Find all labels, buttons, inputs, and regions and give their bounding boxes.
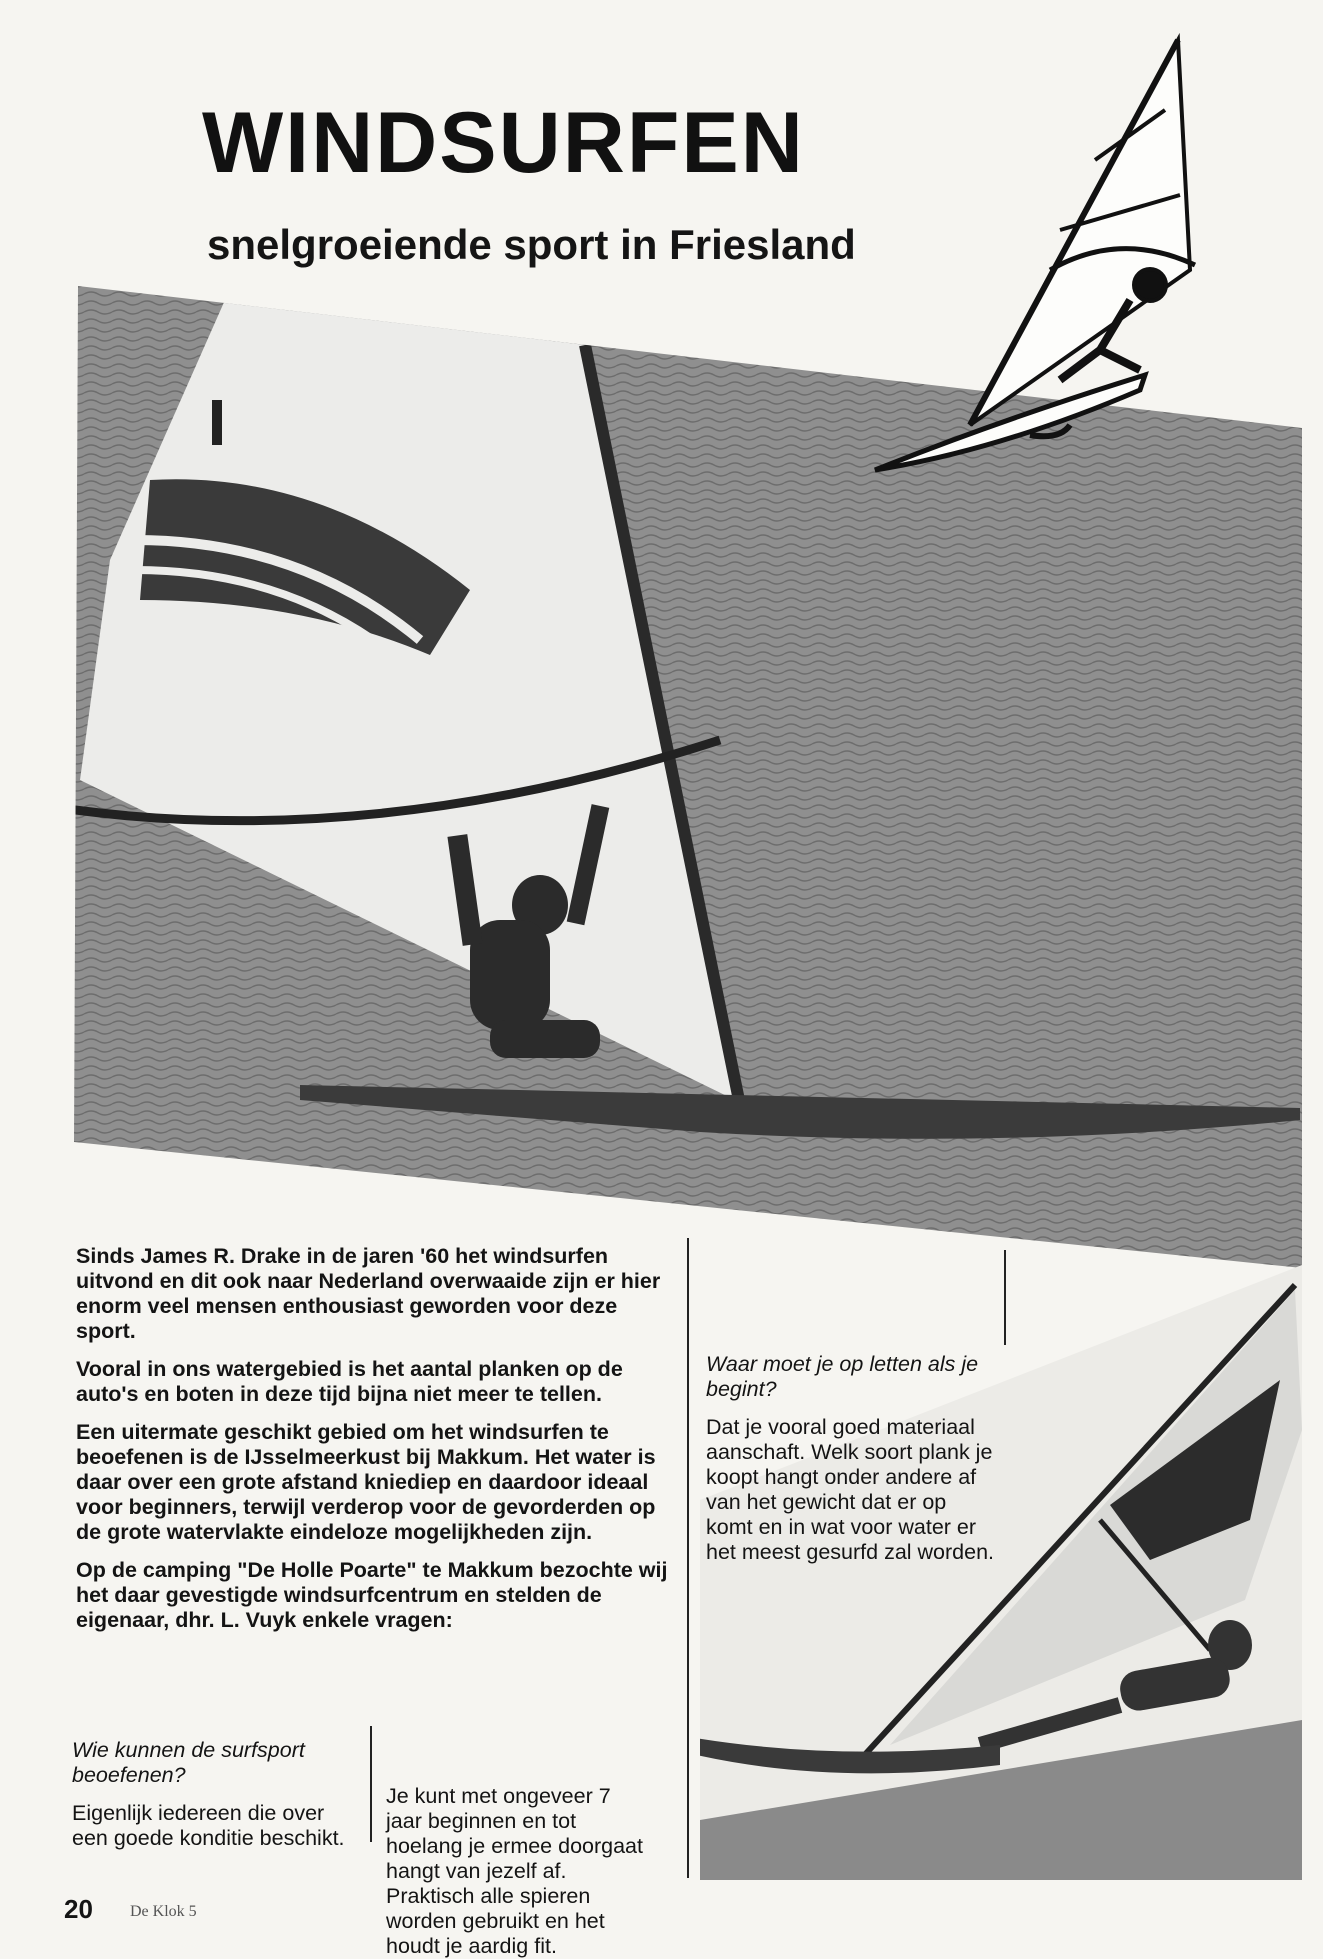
qa-column-2 xyxy=(386,1784,648,1958)
intro-paragraph: Op de camping "De Holle Poarte" te Makkum bezochte wij het daar gevestigde windsurfcentrum en stelden de eigenaar, dhr. L. Vuyk enkele vragen: xyxy=(76,1558,668,1632)
running-head: De Klok 5 xyxy=(130,1903,197,1920)
interview-answer: Dat je vooral goed materiaal aanschaft. Welk soort plank je koopt hangt onder andere af van het gewicht dat er op komt en in wat voor water er het meest gesurfd zal worden. xyxy=(706,1415,995,1564)
intro-column xyxy=(76,1244,676,1646)
interview-answer-cont: Je kunt met ongeveer 7 jaar beginnen en tot hoelang je ermee doorgaat hangt van jezelf af. Praktisch alle spieren worden gebruikt en het houdt je aardig fit. xyxy=(386,1784,643,1958)
subheadline: snelgroeiende sport in Friesland xyxy=(207,221,856,268)
interview-question: Waar moet je op letten als je begint? xyxy=(706,1352,979,1401)
interview-question: Wie kunnen de surfsport beoefenen? xyxy=(72,1738,305,1787)
page-number: 20 xyxy=(64,1894,93,1924)
interview-answer: Eigenlijk iedereen die over een goede konditie beschikt. xyxy=(72,1801,345,1850)
intro-paragraph: Een uitermate geschikt gebied om het windsurfen te beoefenen is de IJsselmeerkust bij Makkum. Het water is daar over een grote afstand kniediep en daardoor ideaal voor beginners, terwijl verderop voor de gevorderden op de grote watervlakte eindeloze mogelijkheden zijn. xyxy=(76,1420,656,1544)
qa-column-1 xyxy=(72,1738,362,1864)
qa-column-3 xyxy=(706,1268,996,1578)
intro-paragraph: Sinds James R. Drake in de jaren '60 het windsurfen uitvond en dit ook naar Nederland overwaaide zijn er hier enorm veel mensen enthousiast geworden voor deze sport. xyxy=(76,1244,661,1343)
main-windsurf-photo xyxy=(60,280,1320,1280)
headline: WINDSURFEN xyxy=(202,95,805,191)
intro-paragraph: Vooral in ons watergebied is het aantal planken op de auto's en boten in deze tijd bijna niet meer te tellen. xyxy=(76,1357,623,1406)
